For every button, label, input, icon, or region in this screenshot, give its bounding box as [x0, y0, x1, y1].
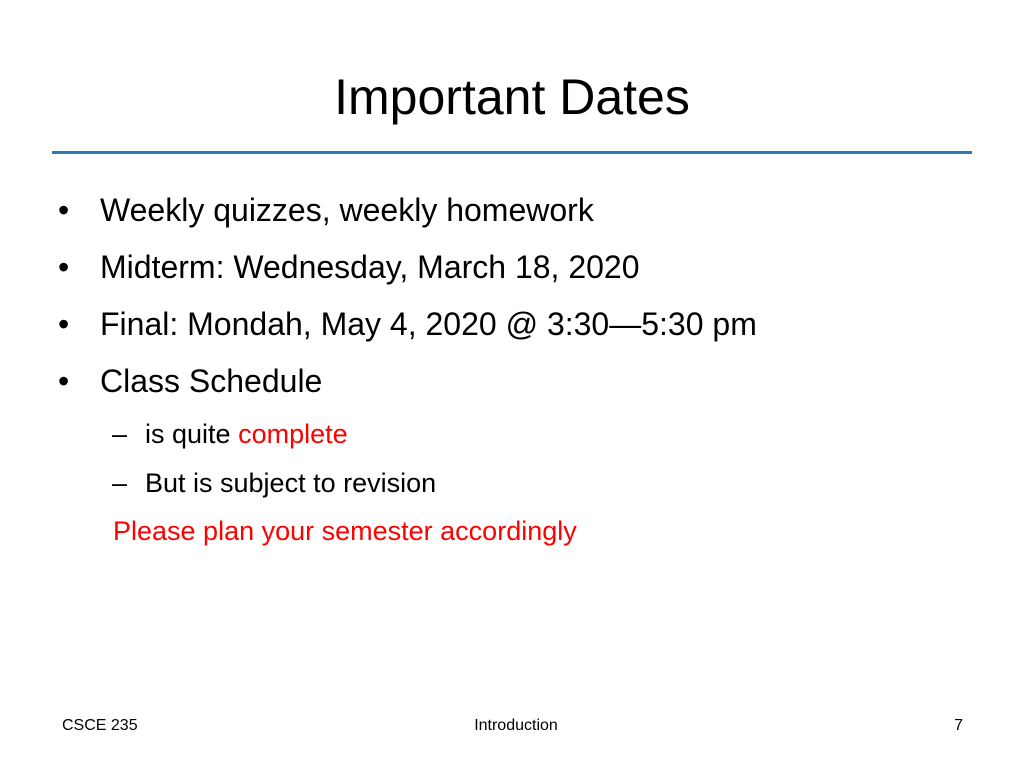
slide-title: Important Dates	[334, 69, 690, 125]
bullet-text: Weekly quizzes, weekly homework	[100, 192, 594, 228]
title-underline	[52, 151, 972, 154]
sub-item-marker: –	[112, 468, 128, 498]
bullet-text: Midterm: Wednesday, March 18, 2020	[100, 249, 640, 285]
bullet-text: Final: Mondah, May 4, 2020 @ 3:30—5:30 pm	[100, 306, 757, 342]
bullet-marker: •	[58, 306, 70, 342]
page-number: 7	[954, 717, 963, 734]
footer-course: CSCE 235	[62, 717, 138, 734]
bullet-marker: •	[58, 192, 70, 228]
bullet-text: Class Schedule	[100, 363, 323, 399]
bullet-marker: •	[58, 363, 70, 399]
bullet-marker: •	[58, 249, 70, 285]
sub-item-text-plain: is quite	[145, 419, 239, 449]
plan-note: Please plan your semester accordingly	[113, 516, 577, 546]
sub-item-text	[145, 417, 348, 451]
footer-section: Introduction	[474, 717, 558, 734]
highlight-word: complete	[238, 419, 348, 449]
sub-item-marker: –	[112, 419, 128, 449]
sub-item-text: But is subject to revision	[145, 468, 437, 498]
